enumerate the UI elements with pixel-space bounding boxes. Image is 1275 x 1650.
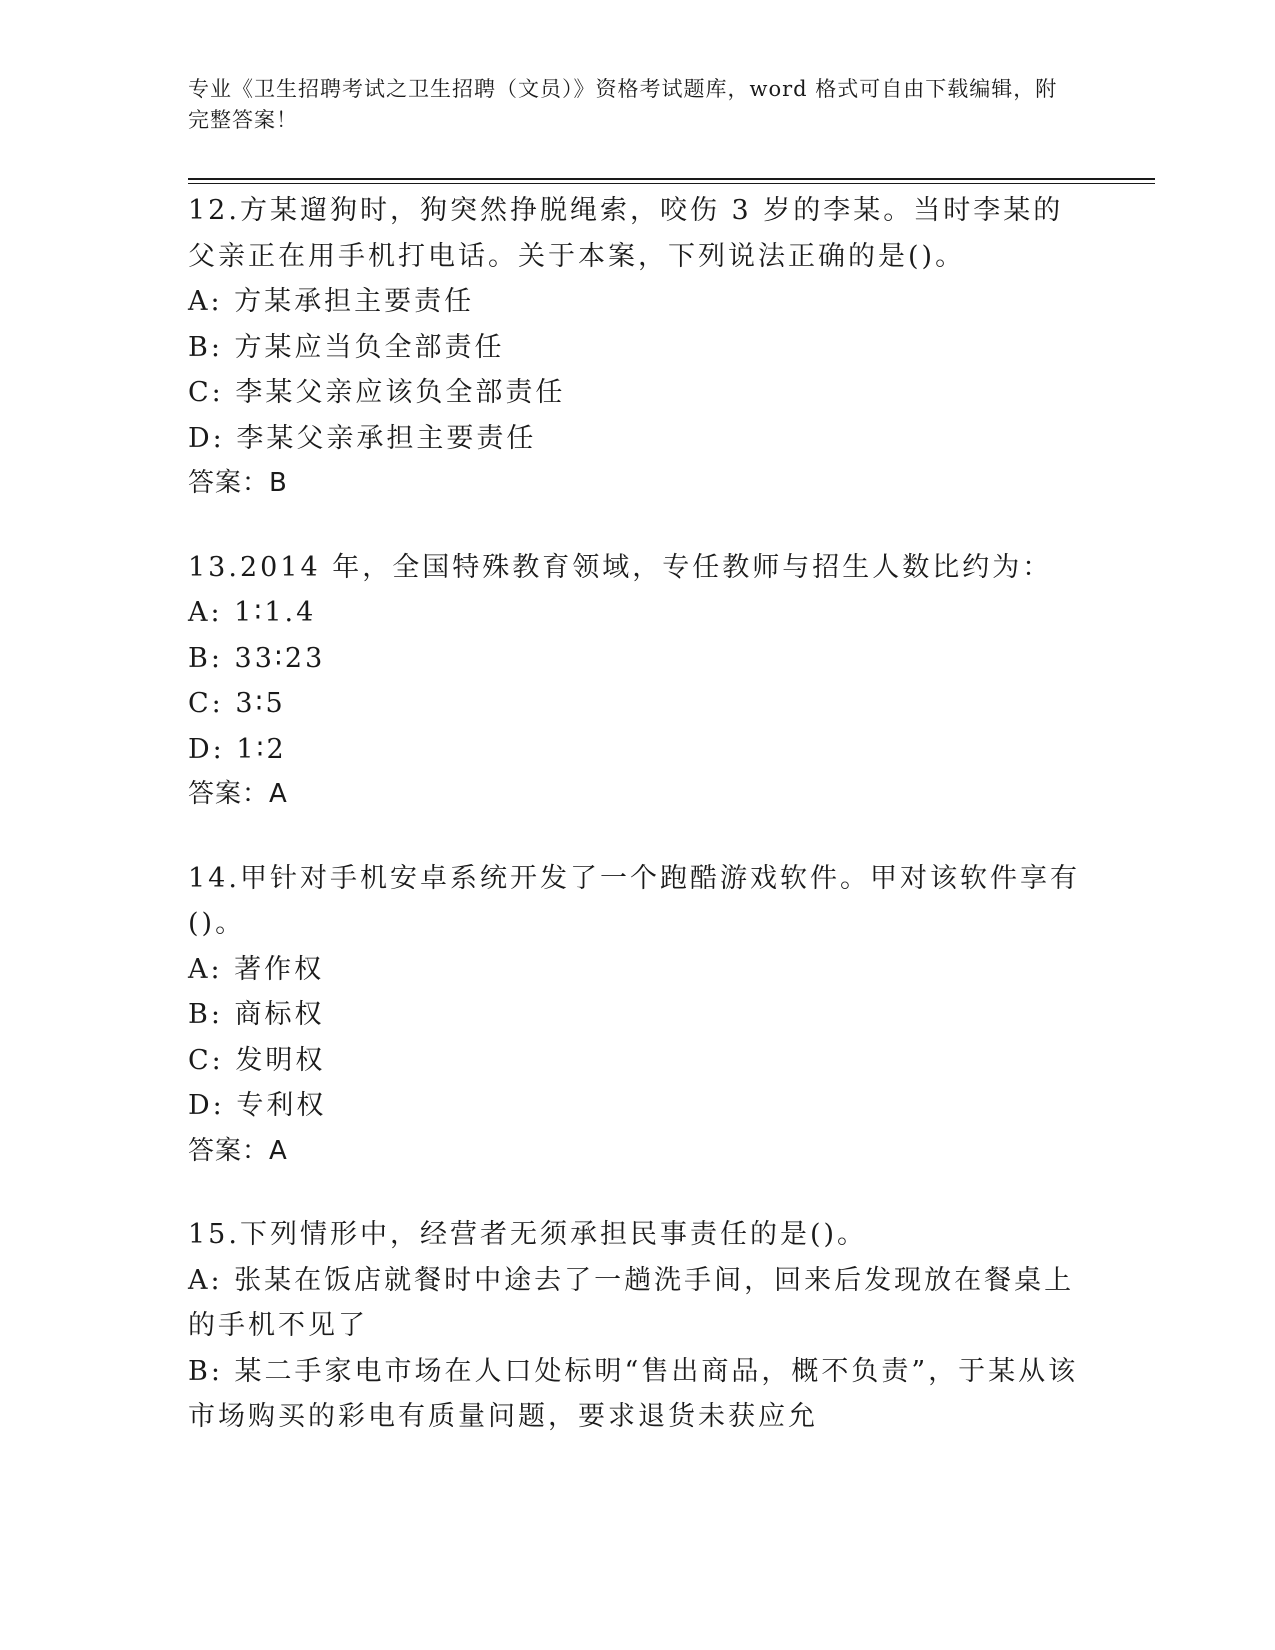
question-text: 15.下列情形中，经营者无须承担民事责任的是()。 — [188, 1219, 868, 1250]
question-13 — [188, 545, 1083, 818]
option-d: D: 李某父亲承担主要责任 — [188, 422, 537, 454]
question-12 — [188, 188, 1083, 507]
option-c: C: 3∶5 — [188, 688, 286, 719]
answer: 答案：B — [188, 468, 288, 498]
question-text: 13.2014 年，全国特殊教育领域，专任教师与招生人数比约为： — [188, 551, 1053, 583]
option-b: B: 某二手家电市场在人口处标明“售出商品，概不负责”，于某从该市场购买的彩电有质量问题，要求退货未获应允 — [188, 1355, 1079, 1432]
option-c: C: 李某父亲应该负全部责任 — [188, 377, 566, 408]
question-text: 14.甲针对手机安卓系统开发了一个跑酷游戏软件。甲对该软件享有()。 — [188, 862, 1080, 939]
option-c: C: 发明权 — [188, 1044, 326, 1076]
header-rule-thin — [188, 183, 1155, 184]
option-a: A: 方某承担主要责任 — [188, 286, 475, 317]
option-b: B: 33∶23 — [188, 642, 326, 674]
document-header: 专业《卫生招聘考试之卫生招聘（文员）》资格考试题库，word 格式可自由下载编辑，附完整答案！ — [188, 77, 1058, 132]
option-b: B: 方某应当负全部责任 — [188, 331, 505, 363]
header-rule-thick — [188, 178, 1155, 180]
question-text: 12.方某遛狗时，狗突然挣脱绳索，咬伤 3 岁的李某。当时李某的父亲正在用手机打电话。关于本案，下列说法正确的是()。 — [188, 195, 1064, 272]
question-14 — [188, 856, 1083, 1175]
option-a: A: 1∶1.4 — [188, 597, 317, 628]
answer: 答案：A — [188, 1135, 288, 1166]
option-a: A: 著作权 — [188, 953, 325, 985]
option-d: D: 专利权 — [188, 1090, 327, 1121]
answer: 答案：A — [188, 779, 288, 809]
question-15 — [188, 1212, 1083, 1440]
option-a: A: 张某在饭店就餐时中途去了一趟洗手间，回来后发现放在餐桌上的手机不见了 — [188, 1264, 1075, 1341]
option-d: D: 1∶2 — [188, 733, 287, 765]
question-list — [188, 188, 1083, 1478]
option-b: B: 商标权 — [188, 999, 325, 1030]
